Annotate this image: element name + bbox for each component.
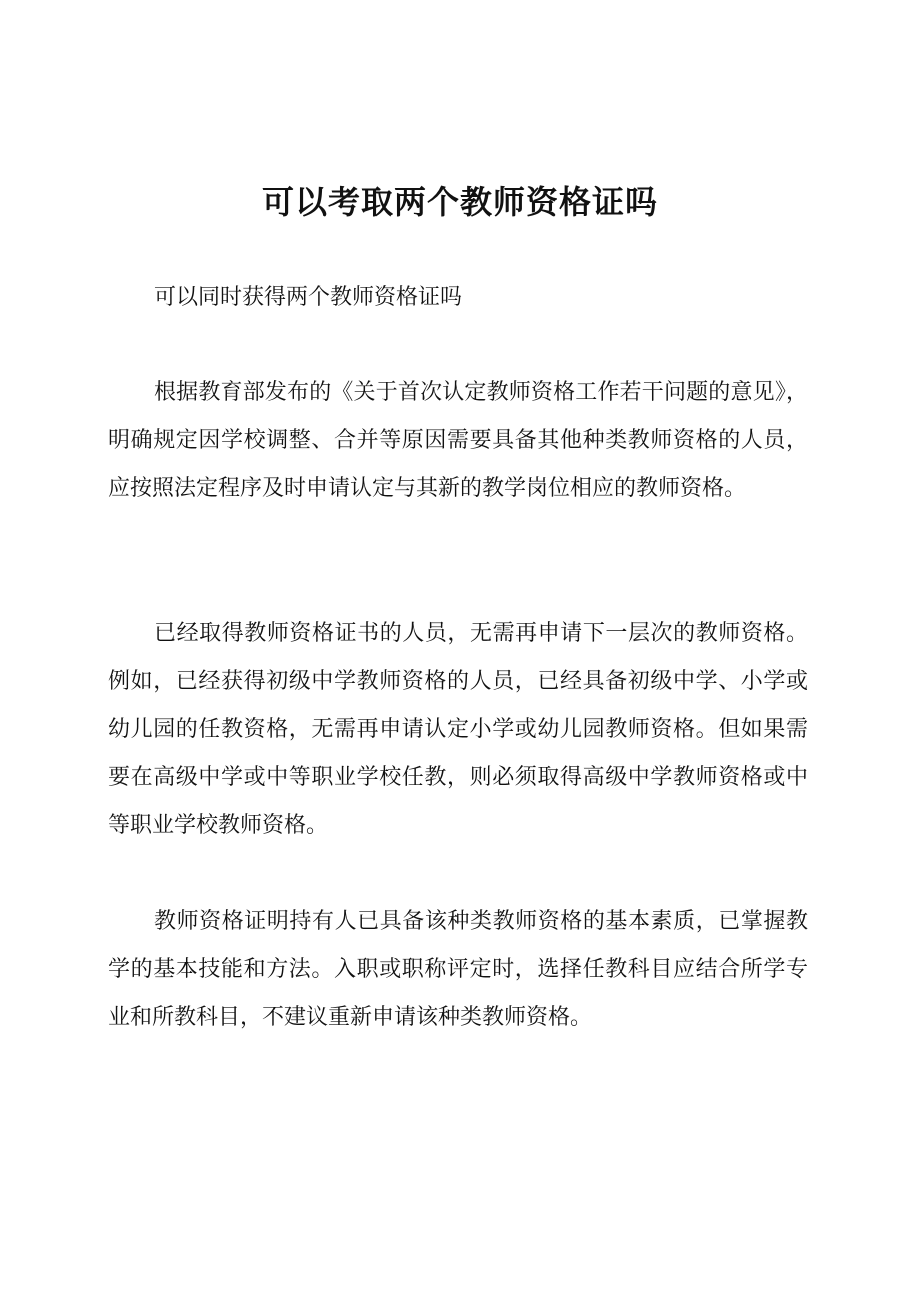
paragraph-certificate-meaning: 教师资格证明持有人已具备该种类教师资格的基本素质，已掌握教学的基本技能和方法。入职或职称评定时，选择任教科目应结合所学专业和所教科目，不建议重新申请该种类教师资格。 bbox=[108, 909, 808, 1030]
paragraph-lower-level: 已经取得教师资格证书的人员，无需再申请下一层次的教师资格。例如，已经获得初级中学教师资格的人员，已经具备初级中学、小学或幼儿园的任教资格，无需再申请认定小学或幼儿园教师资格。但如果需要在高级中学或中等职业学校任教，则必须取得高级中学教师资格或中等职业学校教师资格。 bbox=[108, 621, 808, 838]
paragraph-policy: 根据教育部发布的《关于首次认定教师资格工作若干问题的意见》，明确规定因学校调整、合并等原因需要具备其他种类教师资格的人员，应按照法定程序及时申请认定与其新的教学岗位相应的教师资格。 bbox=[108, 380, 808, 501]
document-title: 可以考取两个教师资格证吗 bbox=[261, 183, 658, 221]
paragraph-subtitle-question: 可以同时获得两个教师资格证吗 bbox=[154, 285, 463, 310]
